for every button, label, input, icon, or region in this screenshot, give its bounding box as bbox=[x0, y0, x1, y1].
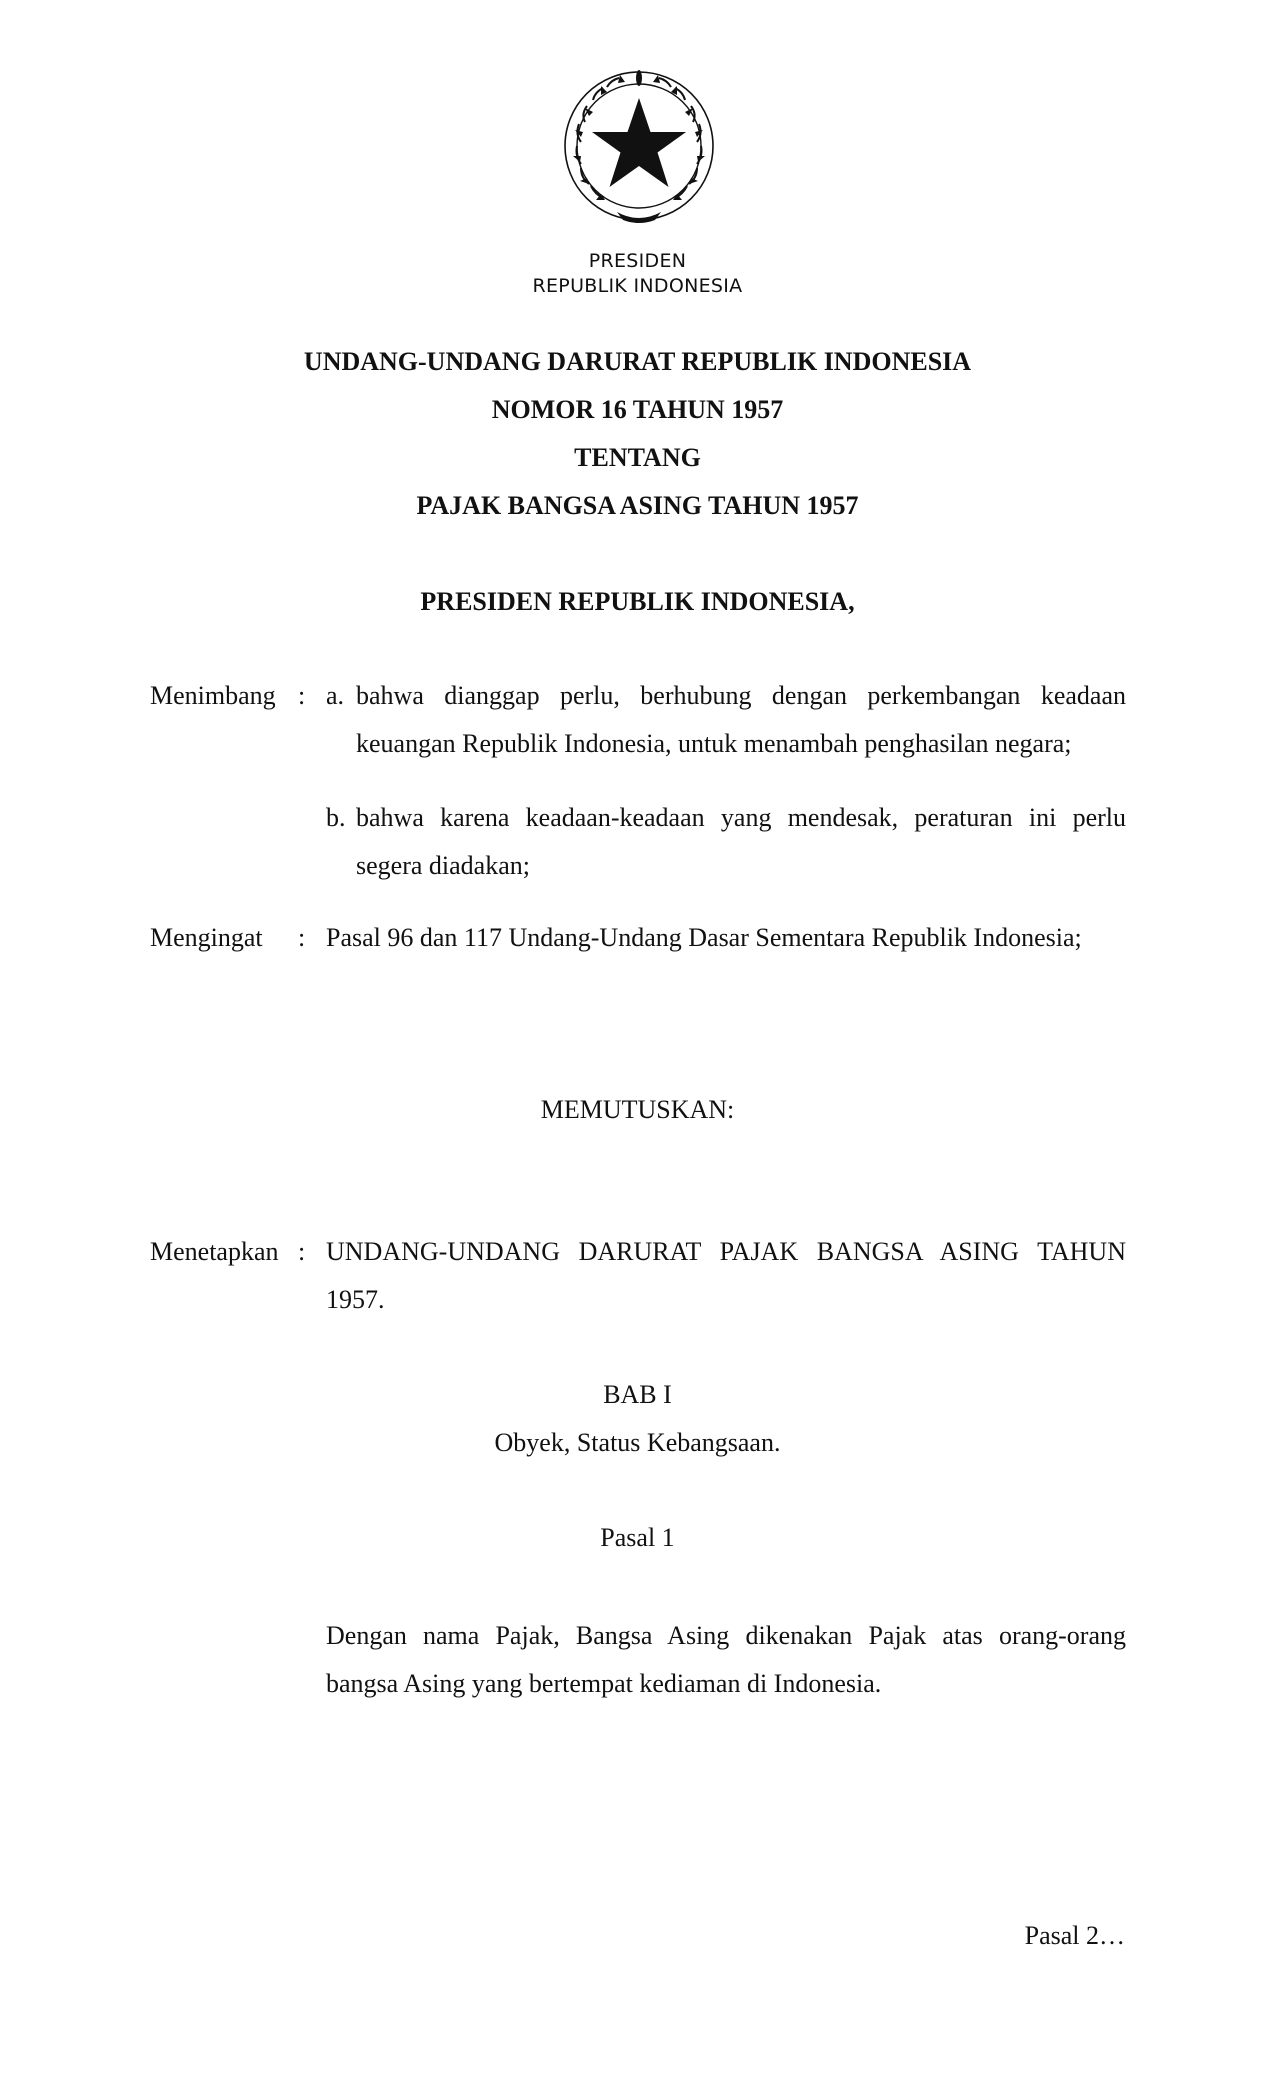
mengingat-label: Mengingat bbox=[150, 923, 263, 952]
header-presiden: PRESIDEN bbox=[588, 250, 687, 272]
menimbang-a-text: bahwa dianggap perlu, berhubung dengan perkembangan keadaan keuangan Republik Indonesia, untuk menambah penghasilan negara; bbox=[356, 681, 1126, 758]
title-line-3: TENTANG bbox=[574, 443, 701, 472]
menimbang-b-text: bahwa karena keadaan-keadaan yang mendesak, peraturan ini perlu segera diadakan; bbox=[356, 803, 1126, 880]
garuda-star-emblem-icon bbox=[557, 66, 721, 230]
menimbang-a-marker: a. bbox=[326, 681, 345, 710]
mengingat-colon: : bbox=[298, 923, 306, 952]
bab-title: Obyek, Status Kebangsaan. bbox=[494, 1428, 781, 1457]
title-line-4: PAJAK BANGSA ASING TAHUN 1957 bbox=[416, 491, 859, 520]
next-page-indicator: Pasal 2… bbox=[1024, 1921, 1125, 1950]
title-line-2: NOMOR 16 TAHUN 1957 bbox=[491, 395, 784, 424]
bab-number: BAB I bbox=[603, 1380, 672, 1409]
pasal-1-heading: Pasal 1 bbox=[600, 1523, 675, 1552]
menetapkan-label: Menetapkan bbox=[150, 1237, 279, 1266]
menimbang-b-marker: b. bbox=[326, 803, 346, 832]
president-heading: PRESIDEN REPUBLIK INDONESIA, bbox=[420, 587, 855, 616]
pasal-1-text: Dengan nama Pajak, Bangsa Asing dikenakan Pajak atas orang-orang bangsa Asing yang bertempat kediaman di Indonesia. bbox=[326, 1621, 1126, 1698]
menimbang-colon: : bbox=[298, 681, 306, 710]
menetapkan-text: UNDANG-UNDANG DARURAT PAJAK BANGSA ASING TAHUN 1957. bbox=[326, 1237, 1126, 1314]
menetapkan-colon: : bbox=[298, 1237, 306, 1266]
memutuskan-heading: MEMUTUSKAN: bbox=[540, 1095, 735, 1124]
title-line-1: UNDANG-UNDANG DARURAT REPUBLIK INDONESIA bbox=[303, 347, 972, 376]
header-republik-indonesia: REPUBLIK INDONESIA bbox=[532, 275, 743, 297]
menimbang-label: Menimbang bbox=[150, 681, 276, 710]
mengingat-text: Pasal 96 dan 117 Undang-Undang Dasar Sementara Republik Indonesia; bbox=[326, 923, 1082, 952]
